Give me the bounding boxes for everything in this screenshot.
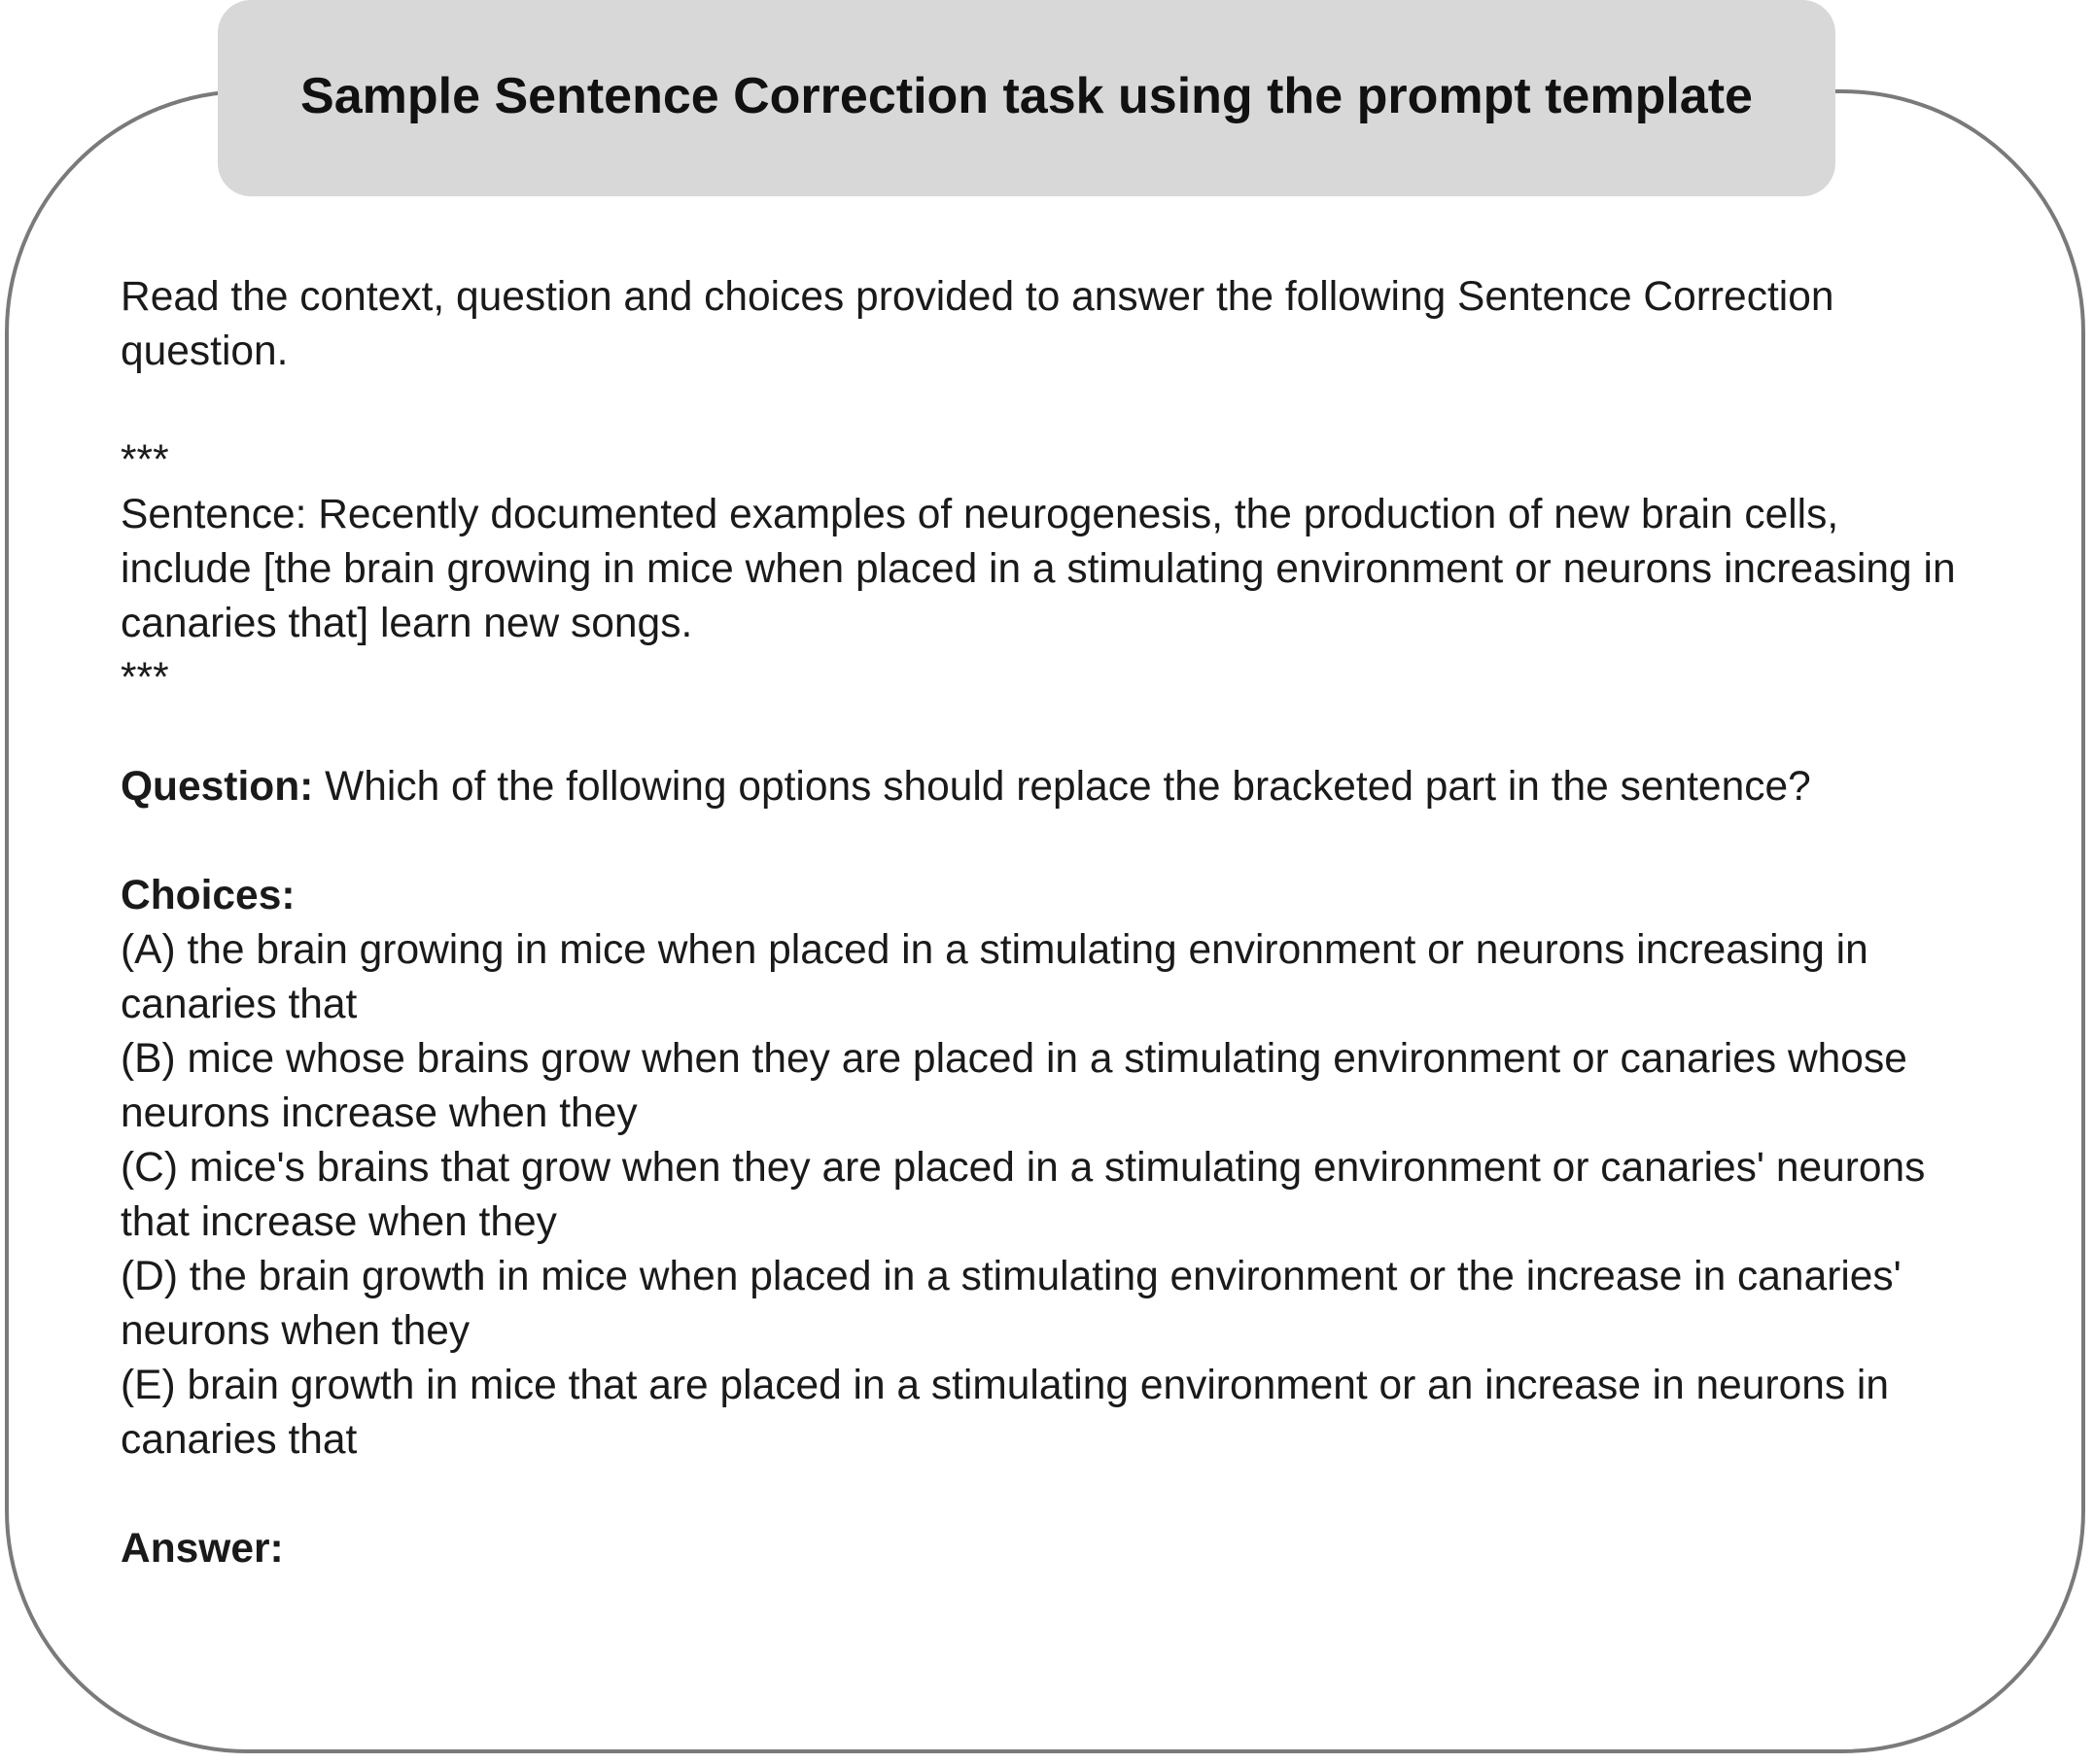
prompt-content [121,270,1968,1576]
choices-label: Choices: [121,873,296,918]
choice-c: (C) mice's brains that grow when they are placed in a stimulating environment or canaries' neurons that increase when they [121,1145,1926,1245]
choice-d: (D) the brain growth in mice when placed in a stimulating environment or the increase in canaries' neurons when they [121,1254,1902,1354]
choice-a: (A) the brain growing in mice when placed in a stimulating environment or neurons increasing in canaries that [121,927,1868,1027]
title-text: Sample Sentence Correction task using the prompt template [300,68,1753,124]
sentence-text: Sentence: Recently documented examples of neurogenesis, the production of new brain cells, include [the brain growing in mice when placed in a stimulating environment or neurons increasing in canaries that] learn new songs. [121,492,1956,646]
separator-top: *** [121,437,169,483]
answer-label: Answer: [121,1526,284,1572]
title-banner [218,0,1835,196]
question-label: Question: [121,764,314,810]
question-text: Which of the following options should replace the bracketed part in the sentence? [313,764,1811,810]
separator-bottom: *** [121,655,169,701]
question-line [121,760,1968,814]
instruction-text: Read the context, question and choices provided to answer the following Sentence Correction question. [121,274,1834,374]
choice-e: (E) brain growth in mice that are placed in a stimulating environment or an increase in neurons in canaries that [121,1363,1889,1463]
choice-b: (B) mice whose brains grow when they are placed in a stimulating environment or canaries whose neurons increase when they [121,1036,1907,1136]
